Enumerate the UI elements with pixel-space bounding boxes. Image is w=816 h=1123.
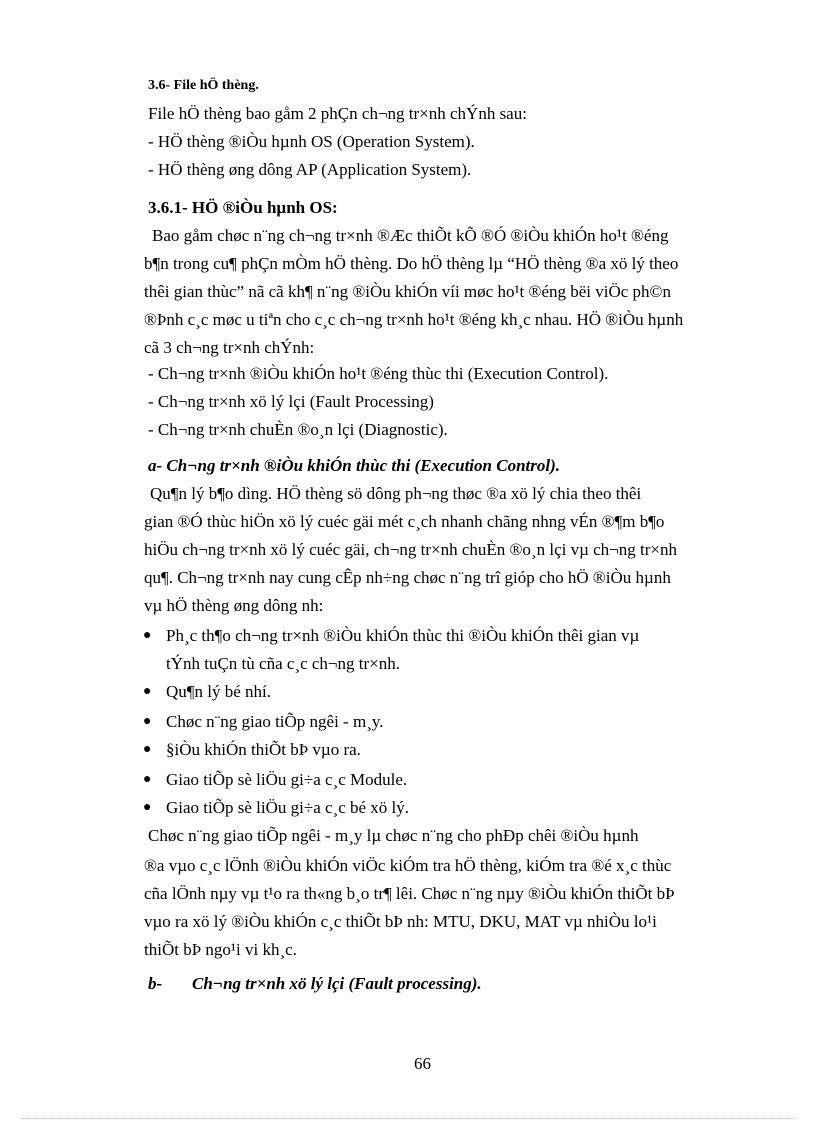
bullet-icon: ● xyxy=(143,742,152,757)
section-intro: File hÖ thèng bao gåm 2 phÇn ch¬ng tr×nh chÝnh sau: xyxy=(148,104,527,123)
program-item: - Ch¬ng tr×nh xö lý lçi (Fault Processing) xyxy=(148,392,434,411)
paragraph-line: cña lÖnh nµy vµ t¹o ra th«ng b¸o tr¶ lêi. Chøc n¨ng nµy ®iÒu khiÓn thiÕt bÞ xyxy=(144,884,675,903)
section-item: - HÖ thèng ®iÒu hµnh OS (Operation System). xyxy=(148,132,475,151)
bullet-icon: ● xyxy=(143,772,152,787)
paragraph-line: vµo ra xö lý ®iÒu khiÓn c¸c thiÕt bÞ nh: MTU, DKU, MAT vµ nhiÒu lo¹i xyxy=(144,912,657,931)
bullet-item-continuation: tÝnh tuÇn tù cña c¸c ch¬ng tr×nh. xyxy=(166,654,400,673)
paragraph-line: thiÕt bÞ ngo¹i vi kh¸c. xyxy=(144,940,297,959)
bullet-item: Giao tiÕp sè liÖu gi÷a c¸c Module. xyxy=(166,770,408,789)
paragraph-line: ®Þnh c¸c møc u tiªn cho c¸c ch¬ng tr×nh ho¹t ®éng kh¸c nhau. HÖ ®iÒu hµnh xyxy=(144,310,684,329)
page-bottom-divider xyxy=(20,1118,796,1119)
page-number: 66 xyxy=(414,1054,431,1073)
section-heading: 3.6- File hÖ thèng. xyxy=(148,78,259,93)
bullet-icon: ● xyxy=(143,684,152,699)
program-item: - Ch¬ng tr×nh ®iÒu khiÓn ho¹t ®éng thùc thi (Execution Control). xyxy=(148,364,609,383)
bullet-item: §iÒu khiÓn thiÕt bÞ vµo ra. xyxy=(166,740,361,759)
part-a-heading: a- Ch¬ng tr×nh ®iÒu khiÓn thùc thi (Execution Control). xyxy=(148,456,561,475)
paragraph-line: qu¶. Ch¬ng tr×nh nay cung cÊp nh÷ng chøc n¨ng trî gióp cho hÖ ®iÒu hµnh xyxy=(144,568,671,587)
paragraph-line: b¶n trong cu¶ phÇn mÒm hÖ thèng. Do hÖ thèng lµ “HÖ thèng ®a xö lý theo xyxy=(144,254,679,273)
part-b-heading: Ch¬ng tr×nh xö lý lçi (Fault processing). xyxy=(192,974,482,993)
paragraph-line: thêi gian thùc” nã cã kh¶ n¨ng ®iÒu khiÓn víi møc ho¹t ®éng bëi viÖc ph©n xyxy=(144,282,671,301)
paragraph-line: Bao gåm chøc n¨ng ch¬ng tr×nh ®Æc thiÕt kÕ ®Ó ®iÒu khiÓn ho¹t ®éng xyxy=(152,226,669,245)
bullet-icon: ● xyxy=(143,628,152,643)
program-item: - Ch¬ng tr×nh chuÈn ®o¸n lçi (Diagnostic). xyxy=(148,420,448,439)
paragraph-line: vµ hÖ thèng øng dông nh: xyxy=(144,596,324,615)
paragraph-line: ®a vµo c¸c lÖnh ®iÒu khiÓn viÖc kiÓm tra hÖ thèng, kiÓm tra ®é x¸c thùc xyxy=(144,856,672,875)
paragraph-line: hiÖu ch¬ng tr×nh xö lý cuéc gäi, ch¬ng tr×nh chuÈn ®o¸n lçi vµ ch¬ng tr×nh xyxy=(144,540,677,559)
subsection-heading: 3.6.1- HÖ ®iÒu hµnh OS: xyxy=(148,198,338,217)
bullet-item: Giao tiÕp sè liÖu gi÷a c¸c bé xö lý. xyxy=(166,798,410,817)
bullet-item: Chøc n¨ng giao tiÕp ngêi - m¸y. xyxy=(166,712,384,731)
paragraph-line: gian ®Ó thùc hiÖn xö lý cuéc gäi mét c¸ch nhanh chãng nhng vÉn ®¶m b¶o xyxy=(144,512,665,531)
paragraph-line: Chøc n¨ng giao tiÕp ngêi - m¸y lµ chøc n¨ng cho phÐp chêi ®iÒu hµnh xyxy=(148,826,639,845)
paragraph-line: cã 3 ch¬ng tr×nh chÝnh: xyxy=(144,338,315,357)
part-b-label: b- xyxy=(148,974,163,993)
bullet-icon: ● xyxy=(143,714,152,729)
section-item: - HÖ thèng øng dông AP (Application System). xyxy=(148,160,472,179)
bullet-item: Qu¶n lý bé nhí. xyxy=(166,682,271,701)
paragraph-line: Qu¶n lý b¶o dìng. HÖ thèng sö dông ph¬ng thøc ®a xö lý chia theo thêi xyxy=(150,484,642,503)
bullet-icon: ● xyxy=(143,800,152,815)
bullet-item: Ph¸c th¶o ch¬ng tr×nh ®iÒu khiÓn thùc thi ®iÒu khiÓn thêi gian vµ xyxy=(166,626,640,645)
